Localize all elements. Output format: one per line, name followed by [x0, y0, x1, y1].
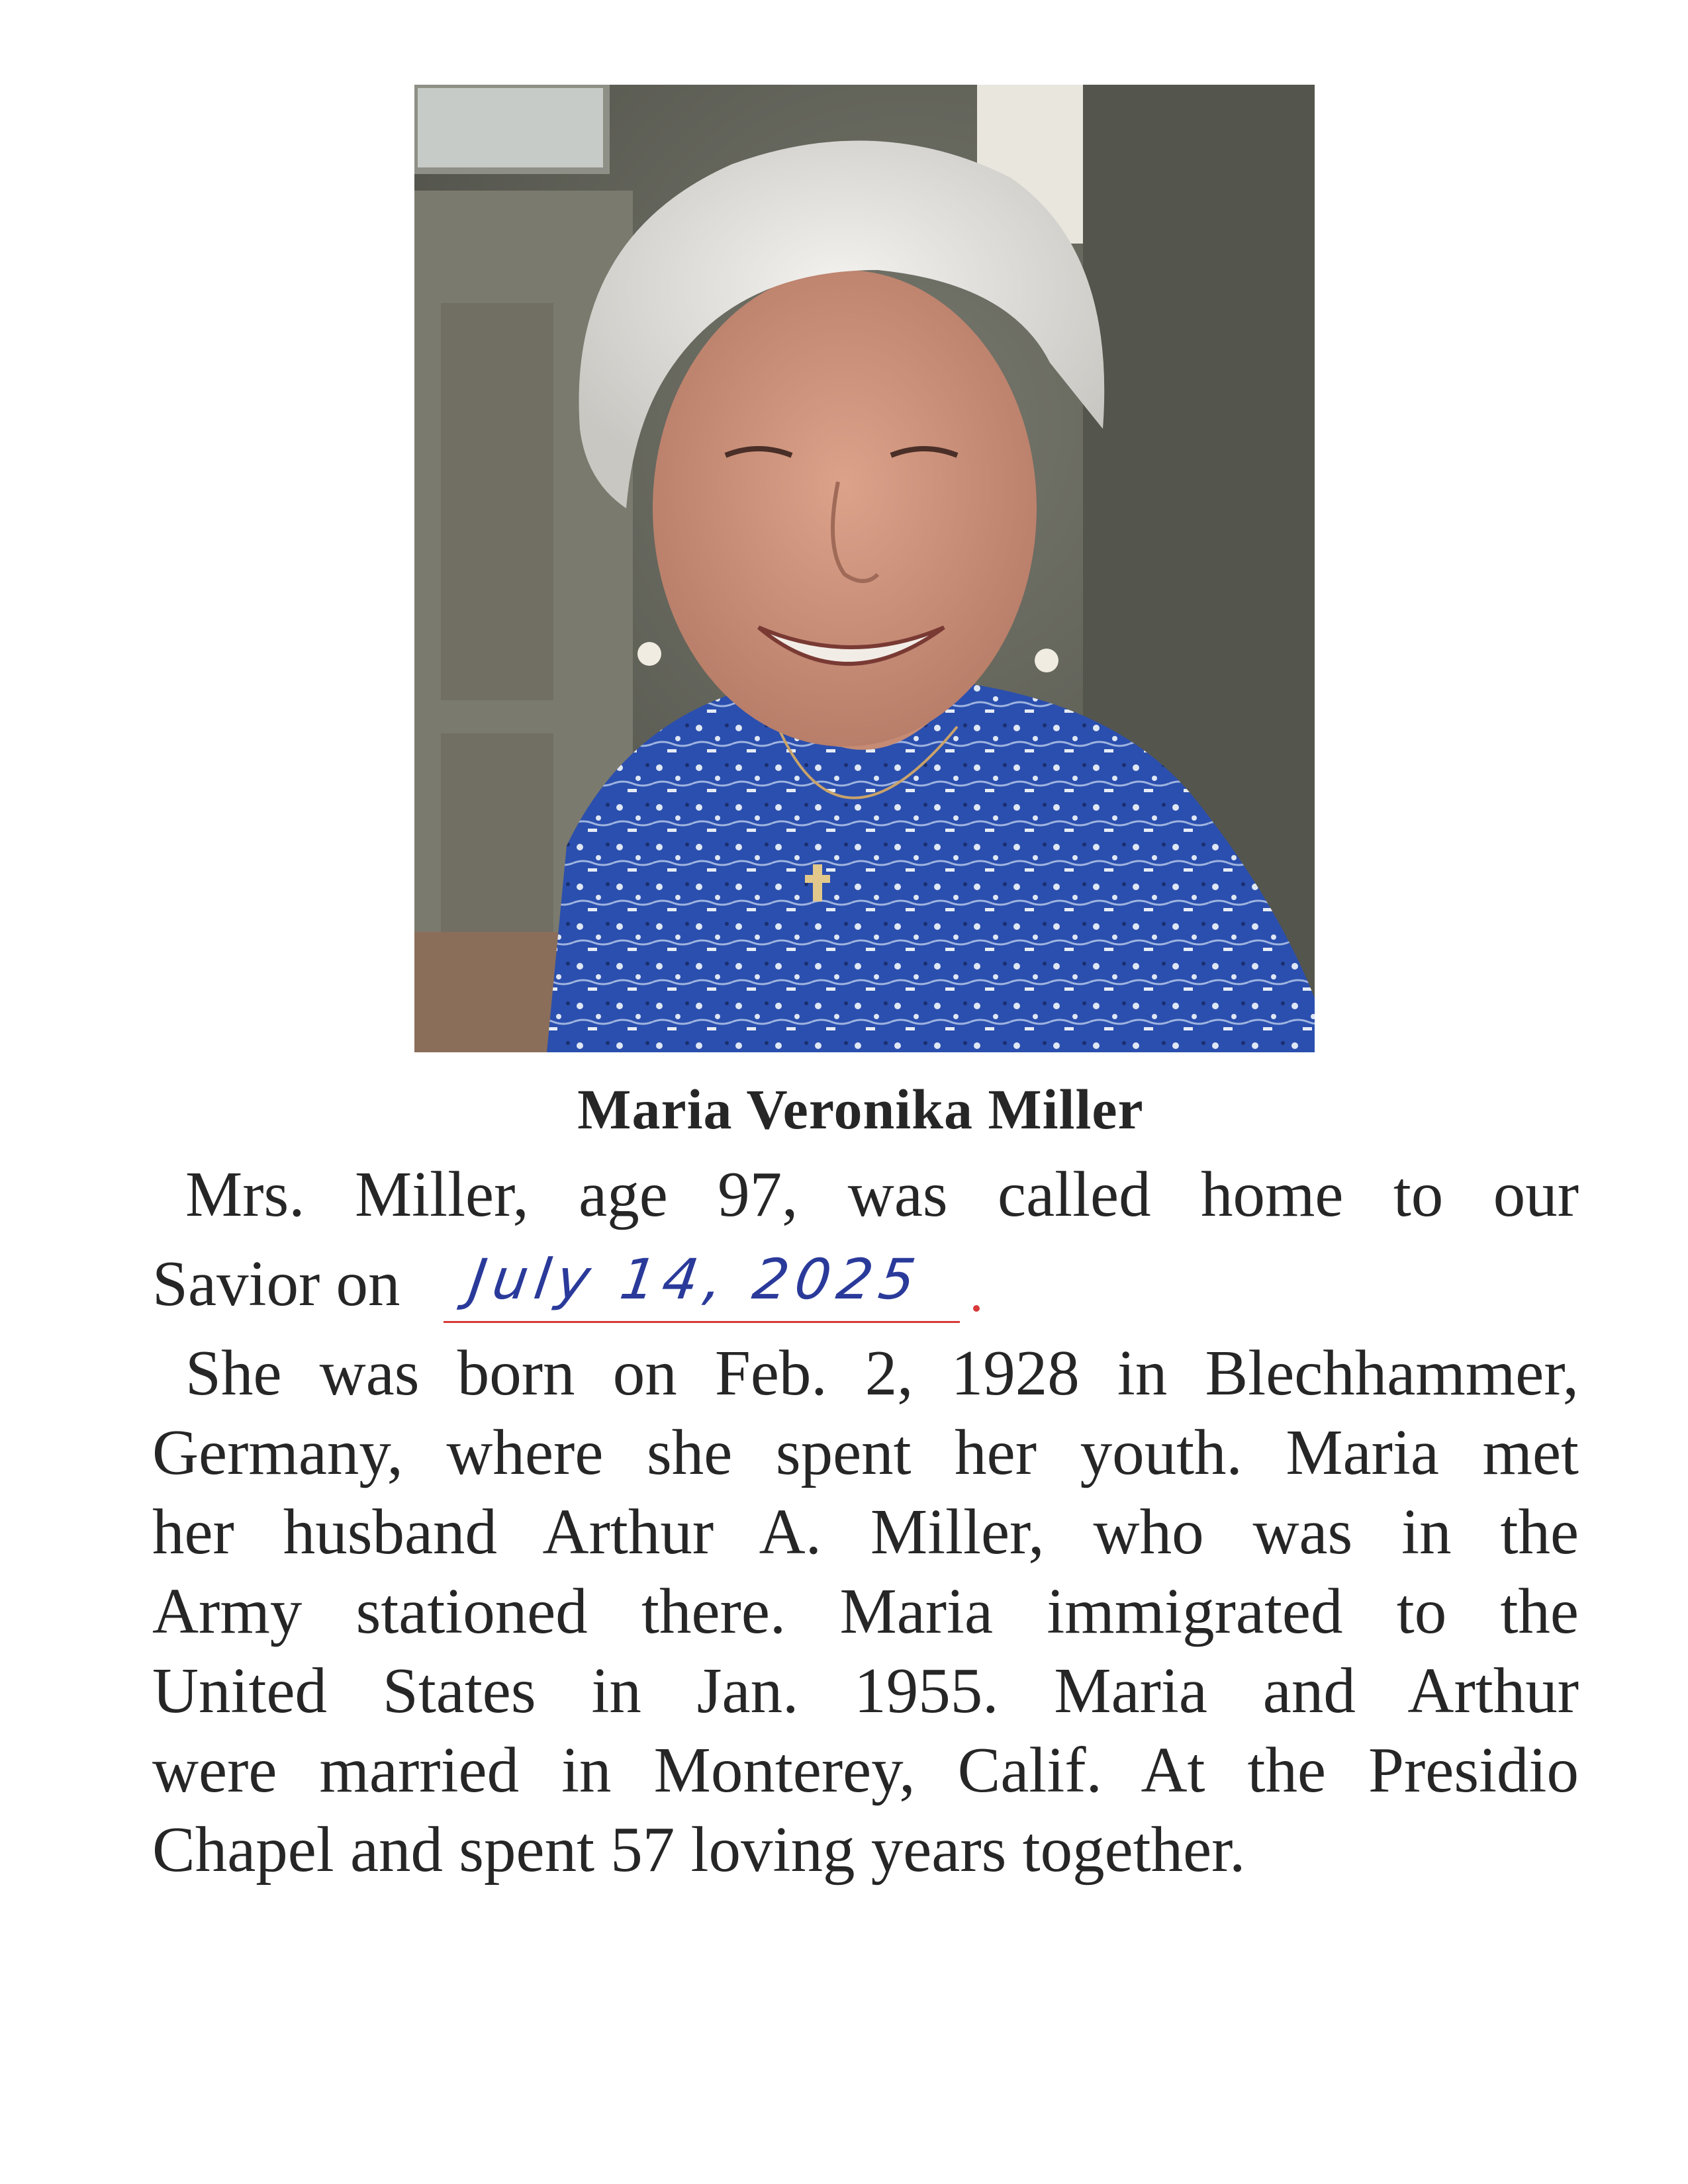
date-period — [973, 1305, 980, 1312]
portrait-image — [414, 85, 1315, 1052]
obituary-line-4: Germany, where she spent her youth. Maria met — [152, 1417, 1579, 1488]
deceased-name: Maria Veronika Miller — [577, 1077, 1144, 1141]
date-underline — [444, 1321, 960, 1323]
obituary-line-3: She was born on Feb. 2, 1928 in Blechhammer, — [185, 1338, 1579, 1408]
obituary-line-5: her husband Arthur A. Miller, who was in the — [152, 1496, 1579, 1567]
obituary-line-9: Chapel and spent 57 loving years together. — [152, 1814, 1246, 1885]
savior-label: Savior on — [152, 1248, 400, 1319]
obituary-line-8: were married in Monterey, Calif. At the Presidio — [152, 1735, 1579, 1805]
portrait-photo — [414, 85, 1315, 1052]
obituary-line-1: Mrs. Miller, age 97, was called home to our — [185, 1159, 1579, 1230]
date-blank — [444, 1244, 980, 1330]
obituary-line-7: United States in Jan. 1955. Maria and Arthur — [152, 1655, 1579, 1726]
obituary-line-6: Army stationed there. Maria immigrated to the — [152, 1576, 1579, 1647]
handwritten-date: July 14, 2025 — [465, 1247, 926, 1312]
